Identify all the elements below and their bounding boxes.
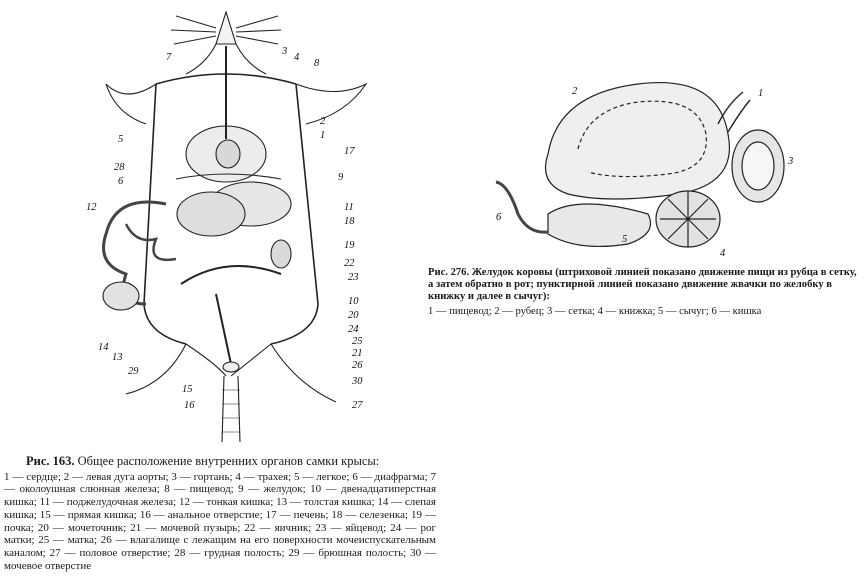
rat-label-29: 29 bbox=[128, 366, 139, 377]
rat-label-9: 9 bbox=[338, 172, 344, 183]
rat-label-17: 17 bbox=[344, 146, 355, 157]
rat-label-23: 23 bbox=[348, 272, 359, 283]
rat-label-15: 15 bbox=[182, 384, 193, 395]
rat-anatomy-figure bbox=[66, 4, 386, 442]
stomach-label-6: 6 bbox=[496, 212, 502, 223]
rat-caption bbox=[4, 455, 436, 572]
stomach-label-4: 4 bbox=[720, 248, 726, 259]
rat-label-6: 6 bbox=[118, 176, 124, 187]
rat-label-7: 7 bbox=[166, 52, 172, 63]
stomach-label-5: 5 bbox=[622, 234, 628, 245]
rat-label-11: 11 bbox=[344, 202, 354, 213]
rat-label-14: 14 bbox=[98, 342, 109, 353]
rat-label-5: 5 bbox=[118, 134, 124, 145]
cow-stomach-figure bbox=[488, 74, 864, 264]
rat-label-13: 13 bbox=[112, 352, 123, 363]
rat-label-27: 27 bbox=[352, 400, 363, 411]
rat-label-26: 26 bbox=[352, 360, 363, 371]
rat-caption-title: Рис. 163. Общее расположение внутренних органов самки крысы: bbox=[26, 454, 380, 468]
stomach-legend: 1 — пищевод; 2 — рубец; 3 — сетка; 4 — книжка; 5 — сычуг; 6 — кишка bbox=[428, 305, 762, 317]
rat-label-28: 28 bbox=[114, 162, 125, 173]
rat-label-1: 1 bbox=[320, 130, 326, 141]
rat-label-18: 18 bbox=[344, 216, 355, 227]
rat-label-12: 12 bbox=[86, 202, 97, 213]
stomach-caption bbox=[428, 267, 860, 318]
stomach-caption-title: Рис. 276. Желудок коровы (штриховой линией показано движение пищи из рубца в сетку, а затем обратно в рот; пунктирной линией показано движение жвачки по желобку в книжку и далее в сычуг): bbox=[428, 267, 857, 303]
rat-label-21: 21 bbox=[352, 348, 363, 359]
rat-label-30: 30 bbox=[352, 376, 363, 387]
rat-legend: 1 — сердце; 2 — левая дуга аорты; 3 — гортань; 4 — трахея; 5 — легкое; 6 — диафрагма; 7 — околоушная слюнная железа; 8 — пищевод; 9 — желудок; 10 — двенадцатиперстная кишка; 11 — поджелудочная железа; 12 — тонкая кишка; 13 — толстая кишка; 14 — слепая кишка; 15 — прямая кишка; 16 — анальное отверстие; 17 — печень; 18 — селезенка; 19 — почка; 20 — мочеточник; 21 — мочевой пузырь; 22 — яичник; 23 — яйцевод; 24 — рог матки; 25 — матка; 26 — влагалище с лежащим на его поверхности мочеиспускательным каналом; 27 — половое отверстие; 28 — грудная полость; 29 — брюшная полость; 30 — мочевое отверстие bbox=[4, 470, 436, 572]
rat-label-25: 25 bbox=[352, 336, 363, 347]
stomach-label-2: 2 bbox=[572, 86, 578, 97]
rat-label-2: 2 bbox=[320, 116, 326, 127]
rat-label-4: 4 bbox=[294, 52, 300, 63]
rat-label-16: 16 bbox=[184, 400, 195, 411]
stomach-label-3: 3 bbox=[788, 156, 794, 167]
rat-label-24: 24 bbox=[348, 324, 359, 335]
rat-label-3: 3 bbox=[282, 46, 288, 57]
rat-label-8: 8 bbox=[314, 58, 320, 69]
rat-label-19: 19 bbox=[344, 240, 355, 251]
rat-label-10: 10 bbox=[348, 296, 359, 307]
rat-label-20: 20 bbox=[348, 310, 359, 321]
rat-label-22: 22 bbox=[344, 258, 355, 269]
stomach-label-1: 1 bbox=[758, 88, 764, 99]
